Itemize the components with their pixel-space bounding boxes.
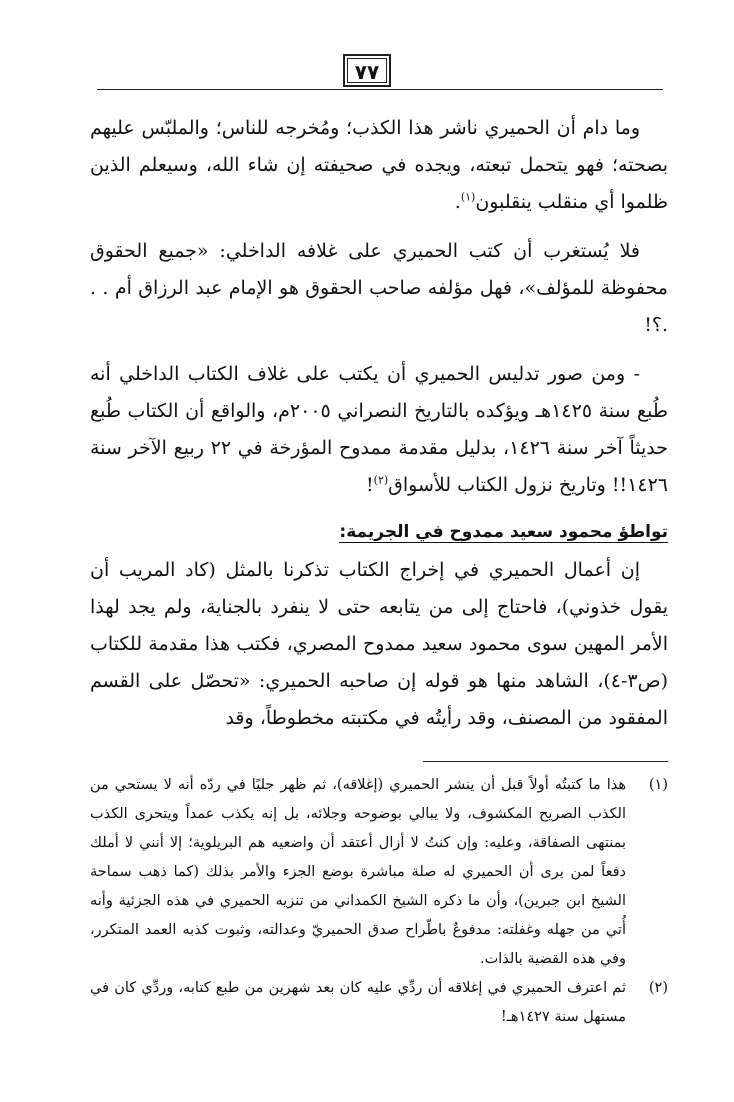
paragraph-3-tail: ! [366,474,374,496]
footnote-1-text: هذا ما كتبتُه أولاً قبل أن ينشر الحميري (إغلاقه)، ثم ظهر جليًا في ردّه أنه لا يستحي من الكذب الصريح المكشوف، ولا يبالي بوضوحه وجلائه، بل إنه يكذب عمداً ويتحرى الكذب بمنتهى الصفاقة، وعليه: وإن كنتُ لا أزال أعتقد أن واضعيه هم البريلوية؛ إلا أنني لا أملك دفعاً لمن يرى أن الحميري له صلة مباشرة بوضع الجزء والأمر بذلك (كما ذهب سماحة الشيخ ابن جبرين)، وأن ما ذكره الشيخ الكمداني من تنزيه الحميري في هذه الجزئية وأنه أُتي من جهله وغفلته: مدفوعٌ باطّراح صدق الحميريّ وعدالته، وثبوت كذبه العمد المتكرر، وفي هذه القضية بالذات. [90,777,626,967]
footnote-1 [90,771,668,974]
section-heading [90,514,668,550]
paragraph-3-text: - ومن صور تدليس الحميري أن يكتب على غلاف الكتاب الداخلي أنه طُبع سنة ١٤٢٥هـ ويؤكده بالتاريخ النصراني ٢٠٠٥م، والواقع أن الكتاب طُبع حديثاً آخر سنة ١٤٢٦، بدليل مقدمة ممدوح المؤرخة في ٢٢ ربيع الآخر سنة ١٤٢٦!! وتاريخ نزول الكتاب للأسواق [90,363,668,496]
paragraph-1 [90,110,668,221]
paragraph-2 [90,233,668,344]
footnote-1-mark: (١) [648,777,668,793]
footnote-ref-1[interactable]: (١) [460,190,476,204]
page-number: ٧٧ [354,60,380,84]
paragraph-4: إن أعمال الحميري في إخراج الكتاب تذكرنا بالمثل (كاد المريب أن يقول خذوني)، فاحتاج إلى من يتابعه حتى لا ينفرد بالجناية، ولم يجد لهذا الأمر المهين سوى محمود سعيد ممدوح المصري، فكتب هذا مقدمة للكتاب (ص٣-٤)، الشاهد منها هو قوله إن صاحبه الحميري: «تحصّل على القسم المفقود من المصنف، وقد رأيتُه في مكتبته مخطوطاً، وقد [90,559,668,729]
footnote-2-mark: (٢) [648,980,668,996]
paragraph-2-text: فلا يُستغرب أن كتب الحميري على غلافه الداخلي: «جميع الحقوق محفوظة للمؤلف»، فهل مؤلفه صاحب الحقوق هو الإمام عبد الرزاق أم . . .؟! [90,240,668,336]
main-text [90,110,668,737]
section-heading-text: تواطؤ محمود سعيد ممدوح في الجريمة: [339,522,668,542]
footnote-2-text: ثم اعترف الحميري في إغلاقه أن ردِّي عليه كان بعد شهرين من طبع كتابه، وردِّي كان في مستهل سنة ١٤٢٧هـ! [90,980,626,1025]
paragraph-3 [90,356,668,504]
footnote-ref-2[interactable]: (٢) [373,473,389,487]
paragraph-1-text: وما دام أن الحميري ناشر هذا الكذب؛ ومُخرجه للناس؛ والملبّس عليهم بصحته؛ فهو يتحمل تبعته، ويجده في صحيفته إن شاء الله، وسيعلم الذين ظلموا أي منقلب ينقلبون [90,117,668,213]
header-rule [97,89,663,90]
footnote-2 [90,974,668,1032]
page-header [0,54,734,94]
page-number-frame [343,54,391,87]
footnote-separator [423,761,668,762]
footnotes [90,771,668,1032]
paragraph-1-tail: . [454,191,461,213]
